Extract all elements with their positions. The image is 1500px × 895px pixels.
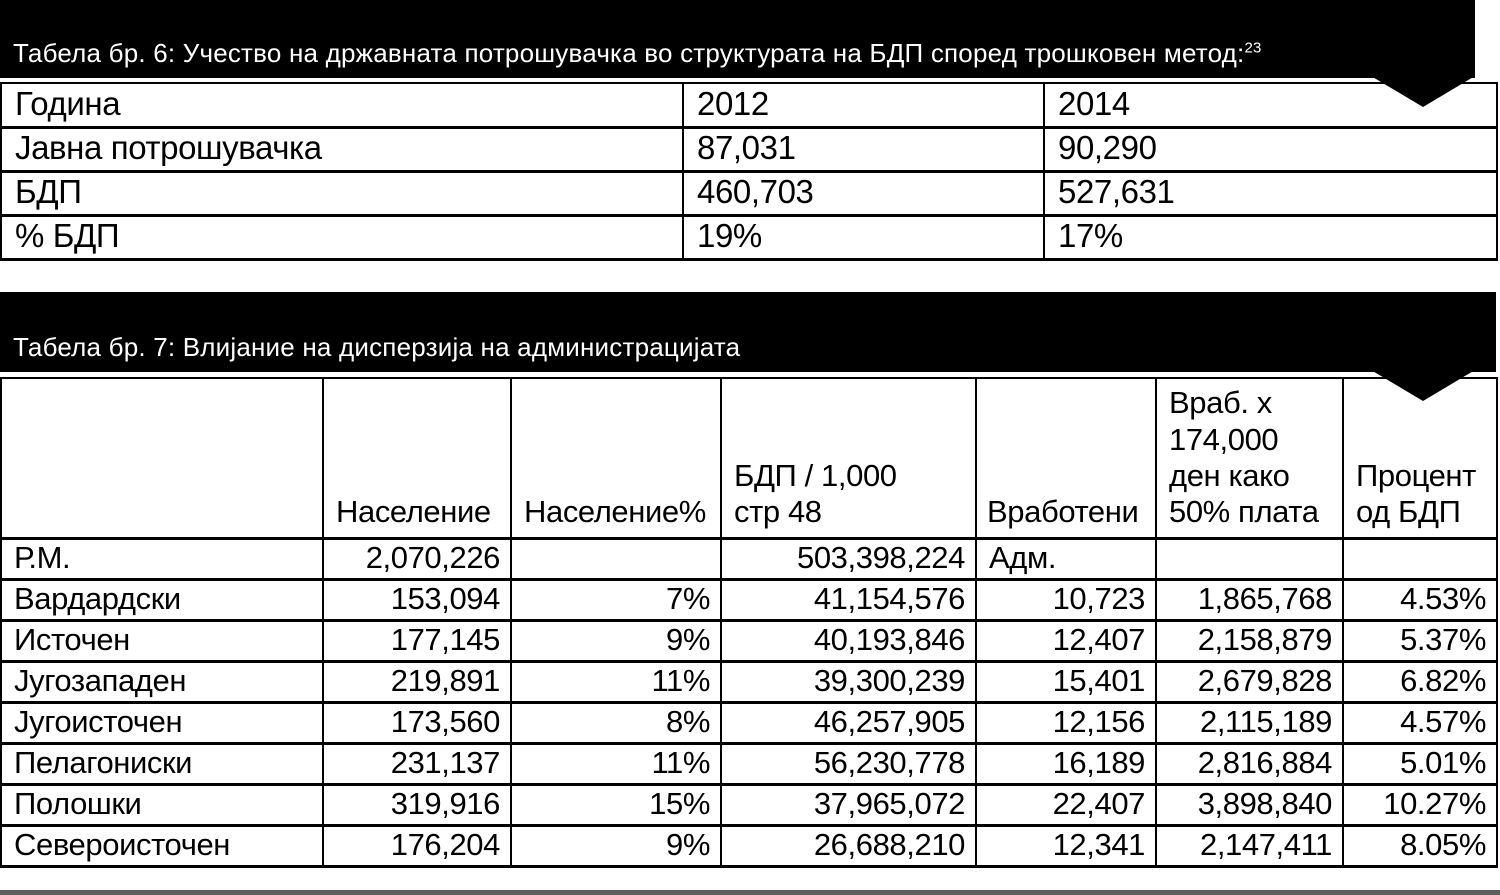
table-cell: 5.37% <box>1343 620 1497 661</box>
table7-column-header <box>1 378 323 538</box>
table7-caption-band <box>0 292 1496 372</box>
table-cell: 10.27% <box>1343 784 1497 825</box>
table-cell: 7% <box>511 579 721 620</box>
table-row <box>1 620 1497 661</box>
table-row <box>1 784 1497 825</box>
table6-footnote-ref: 23 <box>1244 39 1262 57</box>
table6-caption-band <box>0 0 1475 78</box>
table-cell: 15% <box>511 784 721 825</box>
table7-column-header: Процент од БДП <box>1343 378 1497 538</box>
table-cell <box>511 538 721 579</box>
table-cell: 231,137 <box>323 743 511 784</box>
table7-column-header: Население% <box>511 378 721 538</box>
table-cell: 4.57% <box>1343 702 1497 743</box>
table7-header <box>1 378 1497 538</box>
table-cell: 176,204 <box>323 825 511 866</box>
table6-body <box>1 83 1497 259</box>
table-cell: 16,189 <box>976 743 1156 784</box>
table-cell: 153,094 <box>323 579 511 620</box>
table-cell: 12,341 <box>976 825 1156 866</box>
table-cell: 2,158,879 <box>1156 620 1343 661</box>
table-cell: 46,257,905 <box>721 702 976 743</box>
table7-body <box>1 538 1497 866</box>
table-cell: 17% <box>1044 215 1497 259</box>
table-cell: Пелагониски <box>1 743 323 784</box>
table7-column-header: Вработени <box>976 378 1156 538</box>
table-cell <box>1156 538 1343 579</box>
table-cell: 9% <box>511 620 721 661</box>
table-row <box>1 171 1497 215</box>
table-cell: 503,398,224 <box>721 538 976 579</box>
table-cell: 22,407 <box>976 784 1156 825</box>
table-cell: 19% <box>683 215 1044 259</box>
table-cell: 11% <box>511 743 721 784</box>
table-row <box>1 702 1497 743</box>
table-row <box>1 661 1497 702</box>
table-cell: 12,156 <box>976 702 1156 743</box>
table6-caption-text: Табела бр. 6: Учество на државната потрошувачка во структурата на БДП според трошковен метод: <box>13 38 1245 68</box>
table-cell: 2,816,884 <box>1156 743 1343 784</box>
table-cell: 15,401 <box>976 661 1156 702</box>
table7-column-header: БДП / 1,000 стр 48 <box>721 378 976 538</box>
table-cell: Југозападен <box>1 661 323 702</box>
table-cell: 56,230,778 <box>721 743 976 784</box>
table-row <box>1 127 1497 171</box>
table-row <box>1 825 1497 866</box>
table-cell: 12,407 <box>976 620 1156 661</box>
page-bottom-edge <box>0 890 1500 895</box>
table6 <box>0 82 1498 261</box>
table-cell: БДП <box>1 171 683 215</box>
table-cell: 8.05% <box>1343 825 1497 866</box>
table-cell: Југоисточен <box>1 702 323 743</box>
table-cell: 9% <box>511 825 721 866</box>
table7 <box>0 377 1498 868</box>
table-cell: 2,115,189 <box>1156 702 1343 743</box>
table-cell <box>1343 538 1497 579</box>
table-cell: Година <box>1 83 683 127</box>
table-cell: 527,631 <box>1044 171 1497 215</box>
table-cell: 90,290 <box>1044 127 1497 171</box>
table-cell: Вардардски <box>1 579 323 620</box>
table-cell: Р.М. <box>1 538 323 579</box>
table-cell: 2,070,226 <box>323 538 511 579</box>
table-cell: 8% <box>511 702 721 743</box>
table-cell: 5.01% <box>1343 743 1497 784</box>
table-row <box>1 83 1497 127</box>
table-cell: 460,703 <box>683 171 1044 215</box>
table-cell: 11% <box>511 661 721 702</box>
table-cell: % БДП <box>1 215 683 259</box>
table-row <box>1 538 1497 579</box>
table7-caption <box>13 332 740 363</box>
table-cell: 173,560 <box>323 702 511 743</box>
table-row <box>1 579 1497 620</box>
table-cell: 2,147,411 <box>1156 825 1343 866</box>
table6-caption <box>13 38 1262 69</box>
table-cell: 37,965,072 <box>721 784 976 825</box>
table-cell: 41,154,576 <box>721 579 976 620</box>
table-cell: 39,300,239 <box>721 661 976 702</box>
table-cell: 319,916 <box>323 784 511 825</box>
table-cell: 4.53% <box>1343 579 1497 620</box>
table-cell: 6.82% <box>1343 661 1497 702</box>
table7-column-header: Враб. x 174,000 ден како 50% плата <box>1156 378 1343 538</box>
table7-column-header: Население <box>323 378 511 538</box>
table-cell: 1,865,768 <box>1156 579 1343 620</box>
table-cell: Адм. <box>976 538 1156 579</box>
table-cell: 2012 <box>683 83 1044 127</box>
table-cell: 2014 <box>1044 83 1497 127</box>
table-cell: 40,193,846 <box>721 620 976 661</box>
table-cell: Полошки <box>1 784 323 825</box>
table-cell: 219,891 <box>323 661 511 702</box>
table-cell: 2,679,828 <box>1156 661 1343 702</box>
table-row <box>1 215 1497 259</box>
table-cell: Североисточен <box>1 825 323 866</box>
table7-caption-text: Табела бр. 7: Влијание на дисперзија на администрацијата <box>13 332 741 362</box>
table-cell: 3,898,840 <box>1156 784 1343 825</box>
table-cell: Источен <box>1 620 323 661</box>
table-cell: Јавна потрошувачка <box>1 127 683 171</box>
table-cell: 87,031 <box>683 127 1044 171</box>
table-cell: 177,145 <box>323 620 511 661</box>
table-cell: 26,688,210 <box>721 825 976 866</box>
table-row <box>1 743 1497 784</box>
table7-header-row <box>1 378 1497 538</box>
table-cell: 10,723 <box>976 579 1156 620</box>
